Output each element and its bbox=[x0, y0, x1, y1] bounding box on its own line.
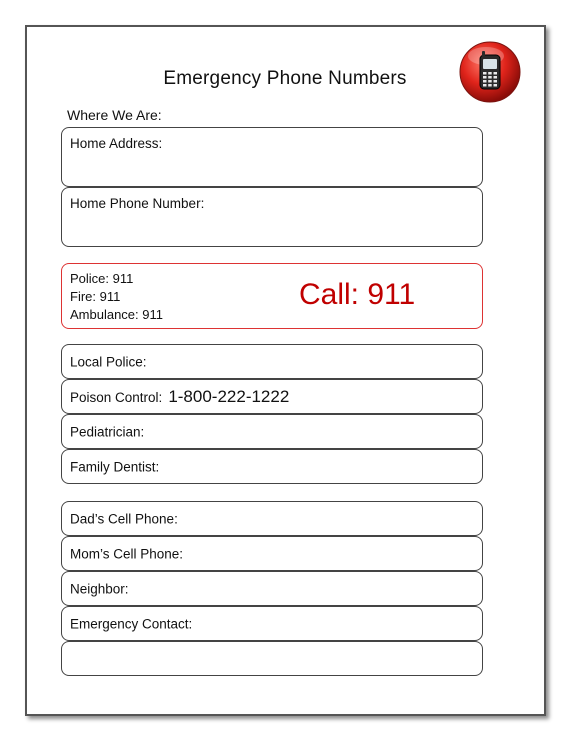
moms-cell-label: Mom’s Cell Phone: bbox=[70, 546, 184, 561]
emergency-box bbox=[61, 263, 483, 329]
poison-control-number: 1-800-222-1222 bbox=[168, 386, 290, 406]
poison-control-text: Poison Control: bbox=[70, 389, 163, 405]
poison-control-field[interactable] bbox=[61, 379, 483, 414]
poison-control-label bbox=[70, 387, 289, 407]
moms-cell-field[interactable] bbox=[61, 536, 483, 571]
home-address-field[interactable] bbox=[61, 127, 483, 187]
emergency-contact-label: Emergency Contact: bbox=[70, 616, 193, 631]
family-dentist-label: Family Dentist: bbox=[70, 459, 160, 474]
home-phone-label: Home Phone Number: bbox=[70, 196, 205, 211]
pediatrician-field[interactable] bbox=[61, 414, 483, 449]
neighbor-label: Neighbor: bbox=[70, 581, 129, 596]
local-police-field[interactable] bbox=[61, 344, 483, 379]
pediatrician-label: Pediatrician: bbox=[70, 424, 145, 439]
where-we-are-label: Where We Are: bbox=[67, 107, 162, 123]
dads-cell-field[interactable] bbox=[61, 501, 483, 536]
page-title: Emergency Phone Numbers bbox=[163, 68, 407, 89]
family-dentist-field[interactable] bbox=[61, 449, 483, 484]
dads-cell-label: Dad’s Cell Phone: bbox=[70, 511, 178, 526]
police-line: Police: 911 bbox=[70, 271, 134, 286]
home-phone-field[interactable] bbox=[61, 187, 483, 247]
neighbor-field[interactable] bbox=[61, 571, 483, 606]
cell-phone-icon bbox=[458, 40, 522, 104]
local-police-label: Local Police: bbox=[70, 354, 147, 369]
ambulance-line: Ambulance: 911 bbox=[70, 307, 163, 322]
home-address-label: Home Address: bbox=[70, 136, 163, 151]
emergency-contact-field[interactable] bbox=[61, 606, 483, 641]
blank-contact-field[interactable] bbox=[61, 641, 483, 676]
fire-line: Fire: 911 bbox=[70, 289, 121, 304]
call-911-text: Call: 911 bbox=[299, 278, 416, 311]
